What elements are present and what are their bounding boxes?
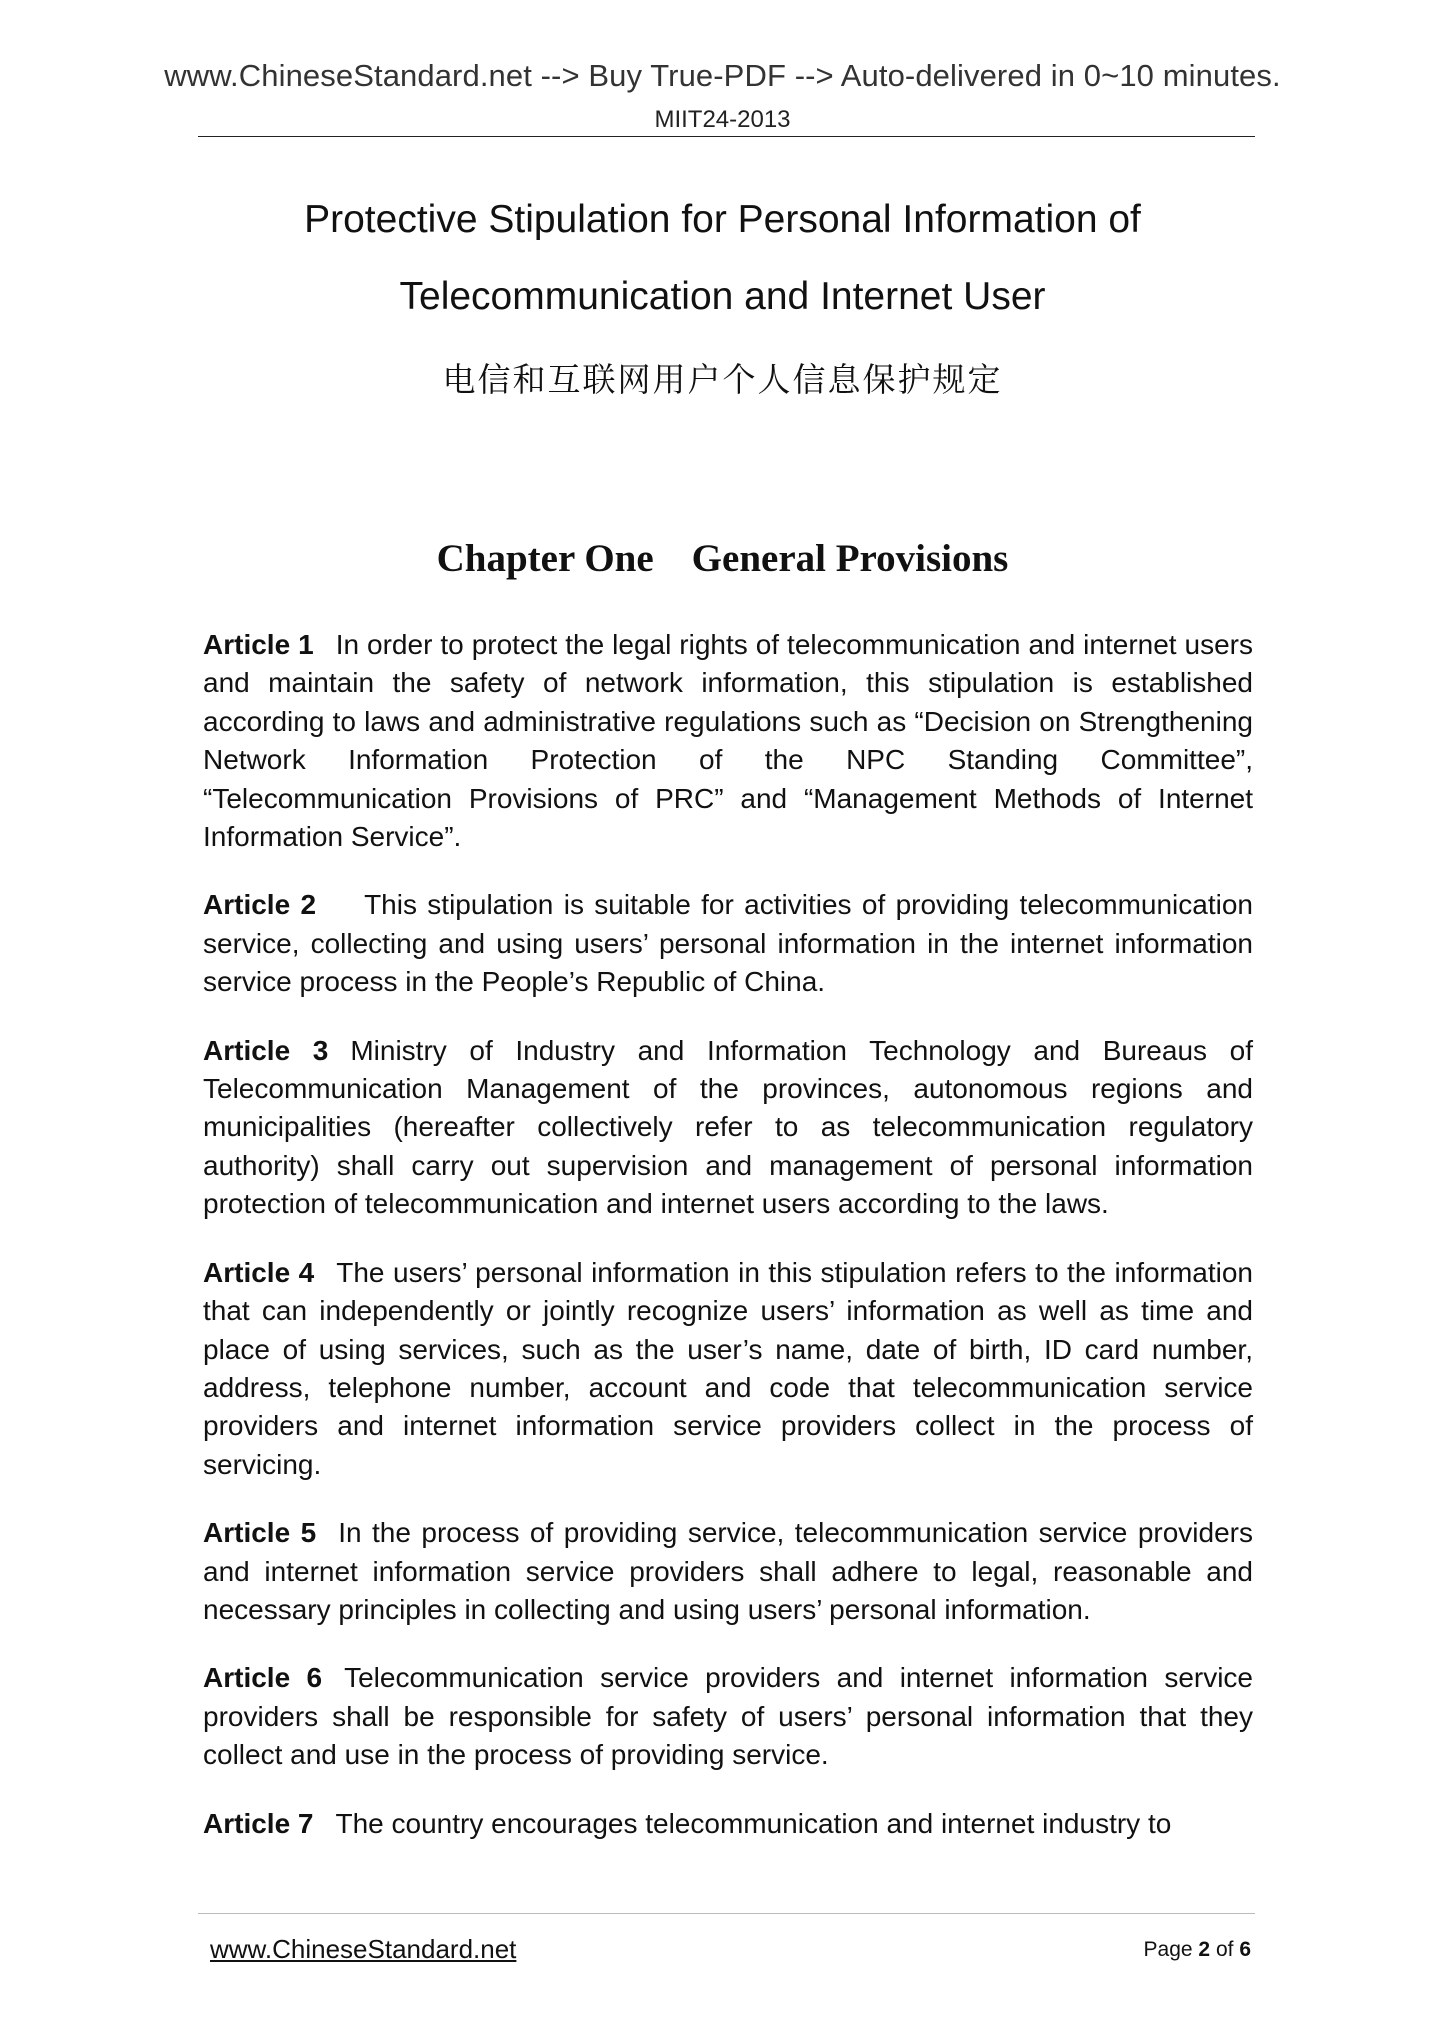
page-word: Page <box>1143 1938 1193 1961</box>
article-label: Article 2 <box>203 889 317 921</box>
chapter-name: General Provisions <box>691 537 1009 580</box>
article-2 <box>203 886 1253 1001</box>
article-text: The country encourages telecommunication and internet industry to <box>335 1807 1172 1839</box>
page-current: 2 <box>1198 1938 1211 1961</box>
header-divider <box>198 136 1255 137</box>
chapter-number: Chapter One <box>436 537 654 580</box>
document-id: MIIT24-2013 <box>654 106 791 133</box>
article-label: Article 4 <box>203 1256 315 1288</box>
page-total: 6 <box>1239 1938 1251 1961</box>
document-title-line-1: Protective Stipulation for Personal Information of <box>304 198 1141 241</box>
article-4 <box>203 1254 1253 1484</box>
article-text: In order to protect the legal rights of telecommunication and internet users and maintain the safety of network information, this stipulation is established according to laws and administrative regulations such as “Decision on Strengthening Network Information Protection of the NPC Standing Committee”, “Telecommunication Provisions of PRC” and “Management Methods of Internet Information Service”. <box>203 629 1254 853</box>
article-text: Ministry of Industry and Information Technology and Bureaus of Telecommunication Management of the provinces, autonomous regions and municipalities (hereafter collectively refer to as telecommunication regulatory authority) shall carry out supervision and management of personal information protection of telecommunication and internet users according to the laws. <box>203 1034 1253 1220</box>
article-label: Article 1 <box>203 629 314 660</box>
article-5 <box>203 1514 1253 1629</box>
document-title-chinese: 电信和互联网用户个人信息保护规定 <box>442 360 1003 399</box>
page-number <box>1144 1938 1251 1962</box>
footer-website-link[interactable]: www.ChineseStandard.net <box>210 1934 517 1964</box>
article-text: Telecommunication service providers and internet information service providers shall be responsible for safety of users’ personal information that they collect and use in the process of providing service. <box>203 1662 1254 1771</box>
article-7 <box>203 1805 1253 1843</box>
article-label: Article 6 <box>203 1662 323 1694</box>
article-label: Article 3 <box>203 1034 329 1066</box>
article-1 <box>203 626 1253 856</box>
header-banner: www.ChineseStandard.net --> Buy True-PDF --> Auto-delivered in 0~10 minutes. <box>164 58 1281 93</box>
article-3 <box>203 1032 1253 1224</box>
footer-divider <box>198 1913 1255 1914</box>
article-6 <box>203 1659 1253 1774</box>
articles-body <box>203 626 1253 1873</box>
article-label: Article 7 <box>203 1807 314 1839</box>
document-title-line-2: Telecommunication and Internet User <box>399 275 1046 318</box>
article-label: Article 5 <box>203 1517 317 1549</box>
chapter-heading <box>0 536 1445 581</box>
article-text: This stipulation is suitable for activities of providing telecommunication service, collecting and using users’ personal information in the internet information service process in the People’s Republic of China. <box>203 889 1253 998</box>
article-text: In the process of providing service, telecommunication service providers and internet information service providers shall adhere to legal, reasonable and necessary principles in collecting and using users’ personal information. <box>203 1517 1253 1625</box>
page-of: of <box>1215 1938 1234 1961</box>
article-text: The users’ personal information in this stipulation refers to the information that can independently or jointly recognize users’ information as well as time and place of using services, such as the user’s name, date of birth, ID card number, address, telephone number, account and code that telecommunication service providers and internet information service providers collect in the process of servicing. <box>203 1256 1253 1480</box>
